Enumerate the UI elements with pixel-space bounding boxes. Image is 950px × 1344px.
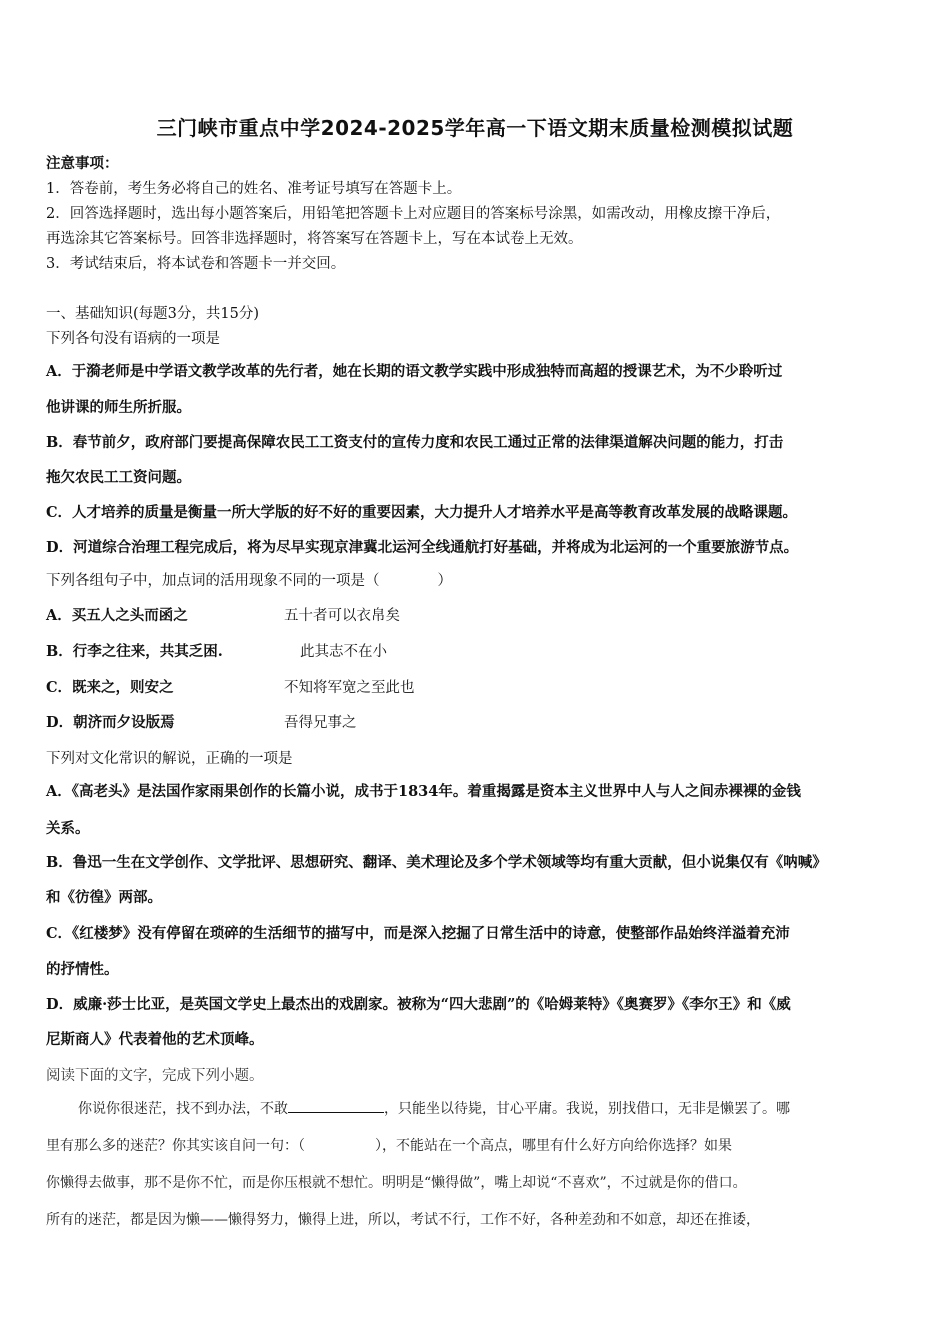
reading-line-1-after-blank: ，只能坐以待毙，甘心平庸。我说，别找借口，无非是懒罢了。哪 bbox=[384, 1101, 790, 1117]
q2-option-a-right: 五十者可以衣帛矣 bbox=[284, 608, 400, 624]
notice-item-2-line-2: 再选涂其它答案标号。回答非选择题时，将答案写在答题卡上，写在本试卷上无效。 bbox=[46, 231, 583, 247]
section-heading: 一、基础知识(每题3分，共15分) bbox=[46, 306, 259, 322]
q3-option-c-line-1: C．《红楼梦》没有停留在琐碎的生活细节的描写中，而是深入挖掘了日常生活中的诗意，使整部作品始终洋溢着充沛 bbox=[46, 925, 790, 942]
q3-option-b-line-1: B．鲁迅一生在文学创作、文学批评、思想研究、翻译、美术理论及多个学术领域等均有重大贡献，但小说集仅有《呐喊》 bbox=[46, 854, 827, 871]
reading-paragraph-line-4: 所有的迷茫，都是因为懒——懒得努力，懒得上进，所以，考试不行，工作不好，各种差劲和不如意，却还在推诿， bbox=[46, 1212, 760, 1228]
q1-option-a-line-1: A．于漪老师是中学语文教学改革的先行者，她在长期的语文教学实践中形成独特而高超的授课艺术，为不少聆听过 bbox=[46, 363, 783, 380]
q1-stem: 下列各句没有语病的一项是 bbox=[46, 331, 220, 347]
notice-item-1: 1．答卷前，考生务必将自己的姓名、准考证号填写在答题卡上。 bbox=[46, 181, 462, 197]
notice-item-3: 3．考试结束后，将本试卷和答题卡一并交回。 bbox=[46, 256, 346, 272]
q2-option-d-left: D．朝济而夕设版焉 bbox=[46, 714, 175, 731]
q1-option-a-line-2: 他讲课的师生所折服。 bbox=[46, 399, 191, 416]
reading-paragraph-line-2: 里有那么多的迷茫？你其实该自问一句：（ ），不能站在一个高点，哪里有什么好方向给你选择？如果 bbox=[46, 1138, 732, 1154]
notice-heading: 注意事项： bbox=[46, 155, 119, 172]
q3-stem: 下列对文化常识的解说，正确的一项是 bbox=[46, 751, 293, 767]
q3-option-d-line-1: D．威廉·莎士比亚，是英国文学史上最杰出的戏剧家。被称为“四大悲剧”的《哈姆莱特》《奥赛罗》《李尔王》和《威 bbox=[46, 996, 791, 1013]
reading-line-1-before-blank: 你说你很迷茫，找不到办法，不敢 bbox=[78, 1101, 288, 1117]
reading-instruction: 阅读下面的文字，完成下列小题。 bbox=[46, 1068, 264, 1084]
page-title: 三门峡市重点中学2024-2025学年高一下语文期末质量检测模拟试题 bbox=[156, 116, 794, 140]
q2-option-a-left: A．买五人之头而函之 bbox=[46, 607, 188, 624]
reading-paragraph-line-1 bbox=[78, 1098, 790, 1118]
reading-paragraph-line-3: 你懒得去做事，那不是你不忙，而是你压根就不想忙。明明是“懒得做”，嘴上却说“不喜欢”，不过就是你的借口。 bbox=[46, 1175, 747, 1191]
q3-option-b-line-2: 和《彷徨》两部。 bbox=[46, 889, 162, 906]
q1-option-c: C．人才培养的质量是衡量一所大学版的好不好的重要因素，大力提升人才培养水平是高等教育改革发展的战略课题。 bbox=[46, 504, 798, 521]
q3-option-a-line-2: 关系。 bbox=[46, 820, 90, 837]
q2-stem: 下列各组句子中，加点词的活用现象不同的一项是（ ） bbox=[46, 573, 452, 589]
q3-option-c-line-2: 的抒情性。 bbox=[46, 961, 119, 978]
fill-blank bbox=[288, 1100, 384, 1113]
q2-option-c-left: C．既来之，则安之 bbox=[46, 679, 174, 696]
q1-option-d: D．河道综合治理工程完成后，将为尽早实现京津冀北运河全线通航打好基础，并将成为北运河的一个重要旅游节点。 bbox=[46, 539, 799, 556]
q2-option-b-left: B．行李之往来，共其乏困. bbox=[46, 643, 223, 660]
q2-option-c-right: 不知将军宽之至此也 bbox=[284, 680, 415, 696]
q3-option-d-line-2: 尼斯商人》代表着他的艺术顶峰。 bbox=[46, 1031, 264, 1048]
q2-option-b-right: 此其志不在小 bbox=[300, 644, 387, 660]
q3-option-a-line-1: A．《高老头》是法国作家雨果创作的长篇小说，成书于1834年。着重揭露是资本主义世界中人与人之间赤裸裸的金钱 bbox=[46, 783, 801, 800]
q1-option-b-line-1: B．春节前夕，政府部门要提高保障农民工工资支付的宣传力度和农民工通过正常的法律渠道解决问题的能力，打击 bbox=[46, 434, 784, 451]
q1-option-b-line-2: 拖欠农民工工资问题。 bbox=[46, 469, 191, 486]
notice-item-2-line-1: 2．回答选择题时，选出每小题答案后，用铅笔把答题卡上对应题目的答案标号涂黑，如需改动，用橡皮擦干净后， bbox=[46, 206, 781, 222]
q2-option-d-right: 吾得兄事之 bbox=[284, 715, 357, 731]
